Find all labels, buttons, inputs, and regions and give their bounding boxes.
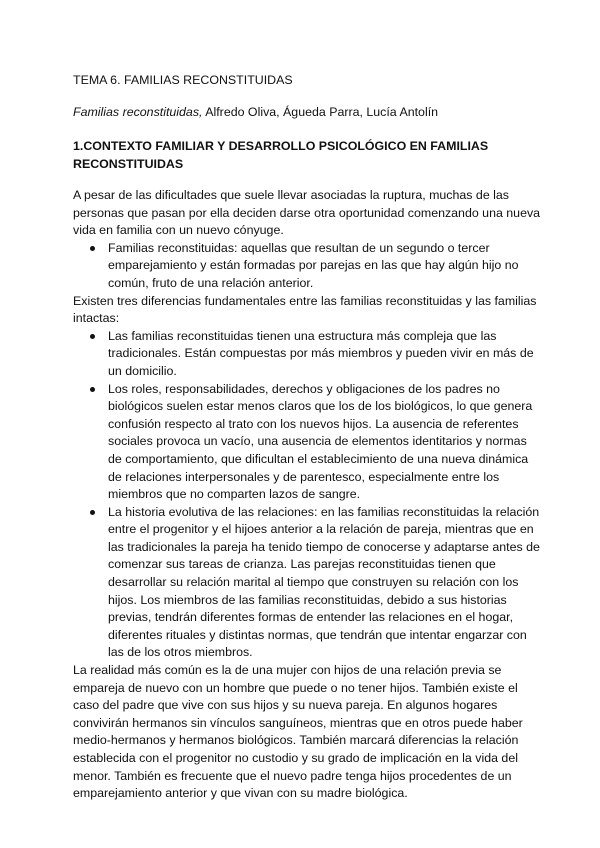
differences-list: [73, 328, 543, 662]
section-heading: 1.CONTEXTO FAMILIAR Y DESARROLLO PSICOLÓGICO EN FAMILIAS RECONSTITUIDAS: [73, 139, 489, 171]
book-authors: Alfredo Oliva, Águeda Parra, Lucía Antolín: [202, 105, 439, 119]
differences-intro: Existen tres diferencias fundamentales entre las familias reconstituidas y las familias intactas:: [73, 293, 537, 326]
closing-paragraph: La realidad más común es la de una mujer con hijos de una relación previa se empareja de nuevo con un hombre que puede o no tener hijos. También existe el caso del padre que vive con sus hijos y su nueva pareja. En algunos hogares convivirán hermanos sin vínculos sanguíneos, mientras que en otros puede haber medio-hermanos y hermanos biológicos. También marcará diferencias la relación establecida con el progenitor no custodio y su grado de implicación en la vida del menor. También es frecuente que el nuevo padre tenga hijos procedentes de un emparejamiento anterior y que vivan con su madre biológica.: [73, 663, 523, 801]
difference-item-structure: Las familias reconstituidas tienen una estructura más compleja que las tradicionales. Están compuestas por más miembros y pueden vivir en más de un domicilio.: [108, 328, 543, 381]
document-subtitle: [73, 104, 438, 120]
book-title: Familias reconstituidas,: [73, 105, 203, 119]
definition-bullet: Familias reconstituidas: aquellas que resultan de un segundo o tercer emparejamiento y están formadas por parejas en las que hay algún hijo no común, fruto de una relación anterior.: [108, 240, 543, 293]
definition-list: [73, 240, 543, 293]
document-body: [73, 187, 543, 803]
difference-item-roles: Los roles, responsabilidades, derechos y obligaciones de los padres no biológicos suelen estar menos claros que los de los biológicos, lo que genera confusión respecto al trato con los nuevos hijos. La ausencia de referentes sociales provoca un vacío, una ausencia de elementos identitarios y normas de comportamiento, que dificultan el establecimiento de una nueva dinámica de relaciones interpersonales y de parentesco, especialmente entre los miembros que no comparten lazos de sangre.: [108, 381, 543, 504]
intro-paragraph: A pesar de las dificultades que suele llevar asociadas la ruptura, muchas de las personas que pasan por ella deciden darse otra oportunidad comenzando una nueva vida en familia con un nuevo cónyuge.: [73, 188, 541, 238]
difference-item-history: La historia evolutiva de las relaciones: en las familias reconstituidas la relación entre el progenitor y el hijoes anterior a la relación de pareja, mientras que en las tradicionales la pareja ha tenido tiempo de conocerse y adaptarse antes de comenzar sus tareas de crianza. Las parejas reconstituidas tienen que desarrollar su relación marital al tiempo que construyen su relación con los hijos. Los miembros de las familias reconstituidas, debido a sus historias previas, tendrán diferentes formas de entender las relaciones en el hogar, diferentes rituales y distintas normas, que tendrán que intentar engarzar con las de los otros miembros.: [108, 504, 543, 662]
document-title: TEMA 6. FAMILIAS RECONSTITUIDAS: [73, 73, 293, 87]
